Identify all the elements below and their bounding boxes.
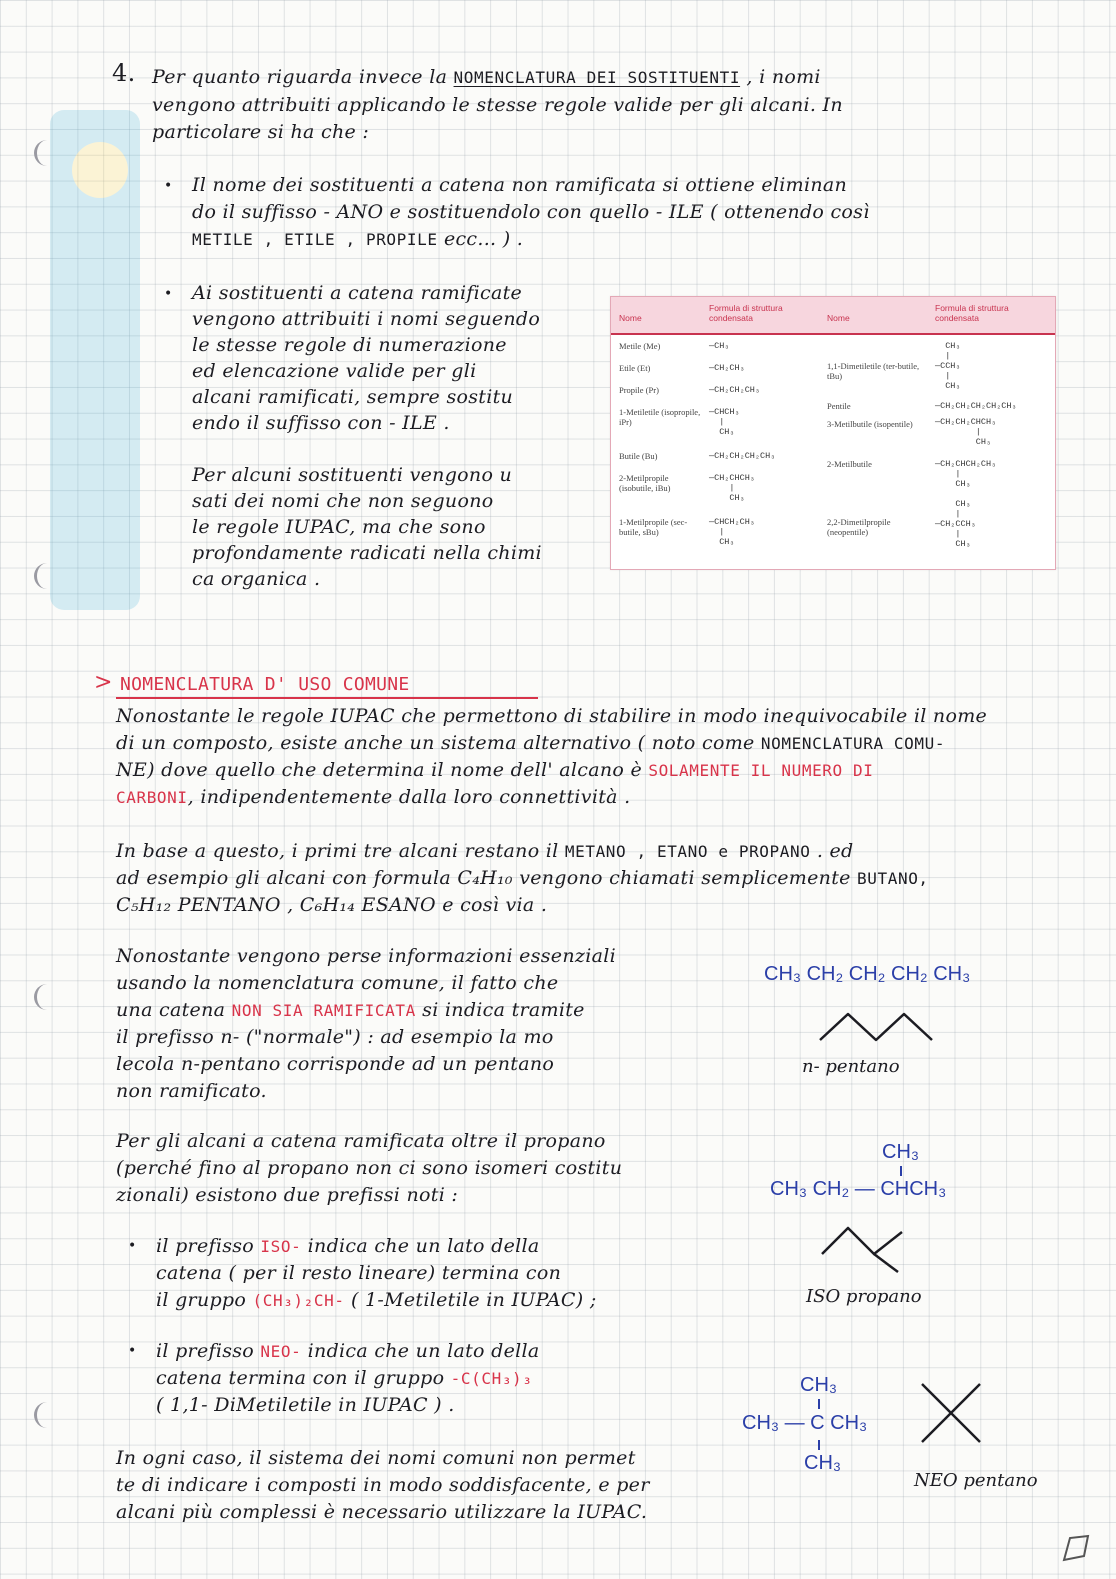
watermark-logo [40,90,160,630]
p2-line1-text: In base a questo, i primi tre alcani restano il [116,840,559,862]
neopentane-label: NEO pentano [914,1470,1038,1491]
table-row-name: 2-Metilbutile [827,459,872,469]
binder-hole [34,984,55,1010]
bullet2-line: vengono attribuiti i nomi seguendo [192,308,541,330]
bond-line [818,1440,820,1450]
p4-line3: zionali) esistono due prefissi noti : [116,1184,459,1206]
iso-line3-end: ( 1-Metiletile in IUPAC) ; [350,1289,597,1311]
p3-line3-text: una catena [116,999,226,1021]
p1-line4-text: , indipendentemente dalla loro connettività . [187,786,631,808]
bullet1-line3-end: ecc... ) . [443,228,524,250]
iso-prefix: ISO- [260,1237,302,1256]
note-line: sati dei nomi che non seguono [192,490,494,512]
table-row-formula: —CH₂CH₃ [709,363,745,373]
iso-line3 [156,1287,597,1314]
p2-line2 [116,865,929,892]
npentane-label: n- pentano [802,1056,900,1077]
neopentane-skeletal [918,1380,984,1446]
final-line1: In ogni caso, il sistema dei nomi comuni non permet [116,1447,636,1469]
note-line: Per alcuni sostituenti vengono u [192,464,513,486]
highlight-not-branched: NON SIA RAMIFICATA [231,1001,416,1020]
table-row-formula: CH₃ | —CCH₃ | CH₃ [935,341,961,391]
substituent-nomenclature-title: NOMENCLATURA DEI SOSTITUENTI [453,68,741,87]
highlight-number-of-carbons: SOLAMENTE IL NUMERO DI [648,761,874,780]
neopentane-bottom: CH₃ [804,1452,842,1474]
p2-line1-end: . ed [816,840,854,862]
p3-line3 [116,997,585,1024]
table-row-name: Propile (Pr) [619,385,659,395]
highlight-carbons: CARBONI [116,788,188,807]
first-alkanes: METANO , ETANO e PROPANO [564,842,811,861]
p4-line2: (perché fino al propano non ci sono isomeri costitu [116,1157,623,1179]
table-row-name: Metile (Me) [619,341,661,351]
table-header [611,297,1055,335]
section4-line2: vengono attribuiti applicando le stesse regole valide per gli alcani. In [152,94,843,116]
bullet1-line1: Il nome dei sostituenti a catena non ramificata si ottiene eliminan [192,174,848,196]
neo-line3: ( 1,1- DiMetiletile in IUPAC ) . [156,1394,455,1416]
section4-line1 [152,64,821,91]
bullet2-line: le stesse regole di numerazione [192,334,507,356]
bullet1-line3 [192,226,523,253]
neopentane-middle: CH₃ — C CH₃ [742,1412,868,1434]
substituents-table [610,296,1056,570]
title-underline [116,697,538,699]
binder-hole [34,1402,55,1428]
p1-line2-text: di un composto, esiste anche un sistema alternativo ( noto come [116,732,755,754]
iso-line1-end: indica che un lato della [307,1235,540,1257]
table-row-name: 1-Metiletile (isopropile, iPr) [619,407,701,427]
table-row-formula: —CH₂CH₂CH₃ [709,385,761,395]
table-row-name: 2,2-Dimetilpropile (neopentile) [827,517,891,537]
p1-line2 [116,730,945,757]
section4-line3: particolare si ha che : [152,121,370,143]
bullet-dot: • [128,1238,137,1254]
p3-line3-end: si indica tramite [422,999,585,1021]
table-row-name: 1,1-Dimetiletile (ter-butile, tBu) [827,361,920,381]
isopentane-label: ISO propano [806,1286,922,1307]
butane-name: BUTANO, [857,869,929,888]
table-row-name: 1-Metilpropile (sec-butile, sBu) [619,517,688,537]
bond-line [818,1399,820,1409]
table-row-formula: —CHCH₃ | CH₃ [709,407,740,437]
table-row-name: 3-Metilbutile (isopentile) [827,419,913,429]
header-name: Nome [619,313,642,323]
p1-line3-text: NE) dove quello che determina il nome dell' alcano è [116,759,642,781]
iso-line1-text: il prefisso [156,1235,255,1257]
p3-line6: non ramificato. [116,1080,267,1102]
table-row-name: 2-Metilpropile (isobutile, iBu) [619,473,671,493]
table-row-name: Etile (Et) [619,363,651,373]
p2-line2-text: ad esempio gli alcani con formula C₄H₁₀ vengono chiamati semplicemente [116,867,851,889]
header-name: Nome [827,313,850,323]
bullet2-line: alcani ramificati, sempre sostitu [192,386,514,408]
final-line2: te di indicare i composti in modo soddisfacente, e per [116,1474,650,1496]
table-row-formula: —CH₂CHCH₂CH₃ | CH₃ [935,459,997,489]
p3-line5: lecola n-pentano corrisponde ad un pentano [116,1053,555,1075]
section4-line1-text: Per quanto riguarda invece la [152,66,448,88]
p3-line1: Nonostante vengono perse informazioni essenziali [116,945,616,967]
arrow-icon: > [94,670,113,695]
common-nomenclature-title: NOMENCLATURA D' USO COMUNE [120,674,410,695]
bullet2-line: ed elencazione valide per gli [192,360,477,382]
substituent-names: METILE , ETILE , PROPILE [192,230,438,249]
table-row-formula: —CH₂CH₂CH₂CH₂CH₃ [935,401,1017,411]
note-line: ca organica . [192,568,321,590]
p2-line3: C₅H₁₂ PENTANO , C₆H₁₄ ESANO e così via . [116,894,548,916]
bullet2-line: Ai sostituenti a catena ramificate [192,282,523,304]
npentane-formula: CH₃ CH₂ CH₂ CH₂ CH₃ [764,963,971,985]
bullet-dot: • [128,1343,137,1359]
final-line3: alcani più complessi è necessario utilizzare la IUPAC. [116,1501,648,1523]
page-corner-icon [1062,1534,1090,1562]
header-formula: Formula di struttura condensata [709,303,783,323]
note-line: le regole IUPAC, ma che sono [192,516,486,538]
p3-line4: il prefisso n- ("normale") : ad esempio la mo [116,1026,554,1048]
iso-group: (CH₃)₂CH- [252,1291,345,1310]
table-row-name: Butile (Bu) [619,451,658,461]
bullet-dot: • [164,286,173,302]
note-line: profondamente radicati nella chimi [192,542,542,564]
section-number: 4. [112,59,136,87]
isopentane-skeletal [818,1224,908,1274]
common-nomenclature-caps: NOMENCLATURA COMU- [760,734,946,753]
header-formula: Formula di struttura condensata [935,303,1009,323]
bond-line [900,1166,902,1176]
section4-line1-end: , i nomi [746,66,821,88]
bullet-dot: • [164,178,173,194]
p3-line2: usando la nomenclatura comune, il fatto che [116,972,559,994]
table-row-name: Pentile [827,401,851,411]
p1-line1: Nonostante le regole IUPAC che permettono di stabilire in modo inequivocabile il nome [116,705,988,727]
isopentane-top: CH₃ [882,1141,920,1163]
p2-line1 [116,838,854,865]
table-row-formula: —CH₂CH₂CH₂CH₃ [709,451,776,461]
table-row-formula: —CH₂CHCH₃ | CH₃ [709,473,755,503]
neo-prefix: NEO- [260,1342,302,1361]
neo-line1-text: il prefisso [156,1340,255,1362]
neo-line2-text: catena termina con il gruppo [156,1367,445,1389]
iso-line3-text: il gruppo [156,1289,247,1311]
iso-line1 [156,1233,540,1260]
bullet2-line: endo il suffisso con - ILE . [192,412,450,434]
p1-line4 [116,784,630,811]
table-row-formula: CH₃ | —CH₂CCH₃ | CH₃ [935,499,976,549]
p4-line1: Per gli alcani a catena ramificata oltre il propano [116,1130,606,1152]
neo-line2 [156,1365,533,1392]
neo-line1 [156,1338,540,1365]
p1-line3 [116,757,873,784]
isopentane-formula: CH₃ CH₂ — CHCH₃ [770,1178,947,1200]
iso-line2: catena ( per il resto lineare) termina con [156,1262,562,1284]
table-row-formula: —CH₂CH₂CHCH₃ | CH₃ [935,417,997,447]
table-row-formula: —CHCH₂CH₃ | CH₃ [709,517,755,547]
neo-group: -C(CH₃)₃ [450,1369,533,1388]
table-row-formula: —CH₃ [709,341,730,351]
bullet1-line2: do il suffisso - ANO e sostituendolo con quello - ILE ( ottenendo così [192,201,870,223]
neopentane-top: CH₃ [800,1374,838,1396]
npentane-skeletal [816,1010,936,1044]
neo-line1-end: indica che un lato della [307,1340,540,1362]
